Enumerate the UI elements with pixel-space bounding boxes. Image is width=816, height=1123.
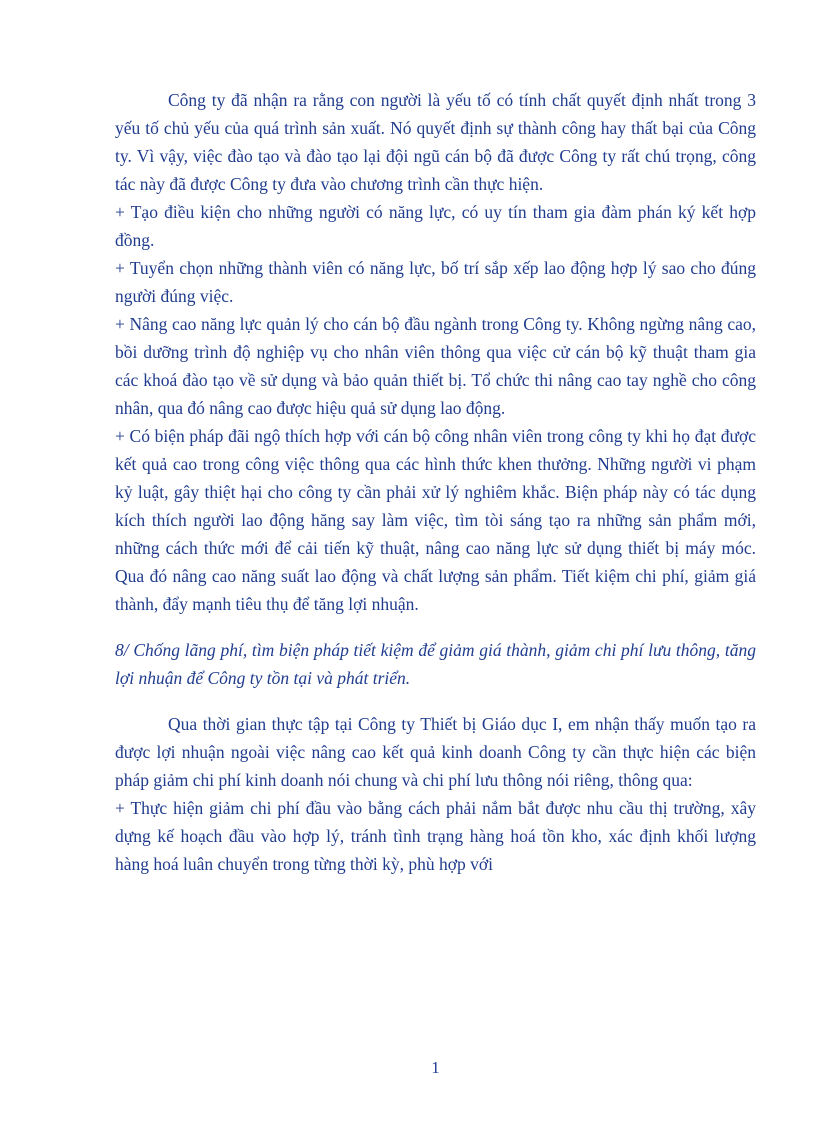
bullet-item-recruitment: + Tuyển chọn những thành viên có năng lực, bố trí sắp xếp lao động hợp lý sao cho đúng người đúng việc. xyxy=(115,258,756,306)
bullet-item-management-training: + Nâng cao năng lực quản lý cho cán bộ đầu ngành trong Công ty. Không ngừng nâng cao, bồi dưỡng trình độ nghiệp vụ cho nhân viên thông qua việc cử cán bộ kỹ thuật tham gia các khoá đào tạo về sử dụng và bảo quản thiết bị. Tổ chức thi nâng cao tay nghề cho công nhân, qua đó nâng cao được hiệu quả sử dụng lao động. xyxy=(115,314,756,418)
document-content xyxy=(115,86,756,878)
bullet-item-negotiation: + Tạo điều kiện cho những người có năng lực, có uy tín tham gia đàm phán ký kết hợp đồng. xyxy=(115,202,756,250)
paragraph-human-factor-intro: Công ty đã nhận ra rằng con người là yếu tố có tính chất quyết định nhất trong 3 yếu tố chủ yếu của quá trình sản xuất. Nó quyết định sự thành công hay thất bại của Công ty. Vì vậy, việc đào tạo và đào tạo lại đội ngũ cán bộ đã được Công ty rất chú trọng, công tác này đã được Công ty đưa vào chương trình cần thực hiện. xyxy=(115,90,756,194)
paragraph-internship-observation: Qua thời gian thực tập tại Công ty Thiết bị Giáo dục I, em nhận thấy muốn tạo ra được lợi nhuận ngoài việc nâng cao kết quả kinh doanh Công ty cần thực hiện các biện pháp giảm chi phí kinh doanh nói chung và chi phí lưu thông nói riêng, thông qua: xyxy=(115,714,756,790)
section-heading-8: 8/ Chống lãng phí, tìm biện pháp tiết kiệm để giảm giá thành, giảm chi phí lưu thông, tăng lợi nhuận để Công ty tồn tại và phát triển. xyxy=(115,640,756,688)
page-number: 1 xyxy=(431,1058,440,1077)
bullet-item-input-cost-reduction: + Thực hiện giảm chi phí đầu vào bằng cách phải nắm bắt được nhu cầu thị trường, xây dựng kế hoạch đầu vào hợp lý, tránh tình trạng hàng hoá tồn kho, xác định khối lượng hàng hoá luân chuyển trong từng thời kỳ, phù hợp với xyxy=(115,798,756,874)
bullet-item-reward-policy: + Có biện pháp đãi ngộ thích hợp với cán bộ công nhân viên trong công ty khi họ đạt được kết quả cao trong công việc thông qua các hình thức khen thưởng. Những người vi phạm kỷ luật, gây thiệt hại cho công ty cần phải xử lý nghiêm khắc. Biện pháp này có tác dụng kích thích người lao động hăng say làm việc, tìm tòi sáng tạo ra những sản phẩm mới, những cách thức mới để cải tiến kỹ thuật, nâng cao năng lực sử dụng thiết bị máy móc. Qua đó nâng cao năng suất lao động và chất lượng sản phẩm. Tiết kiệm chi phí, giảm giá thành, đẩy mạnh tiêu thụ để tăng lợi nhuận. xyxy=(115,426,756,614)
